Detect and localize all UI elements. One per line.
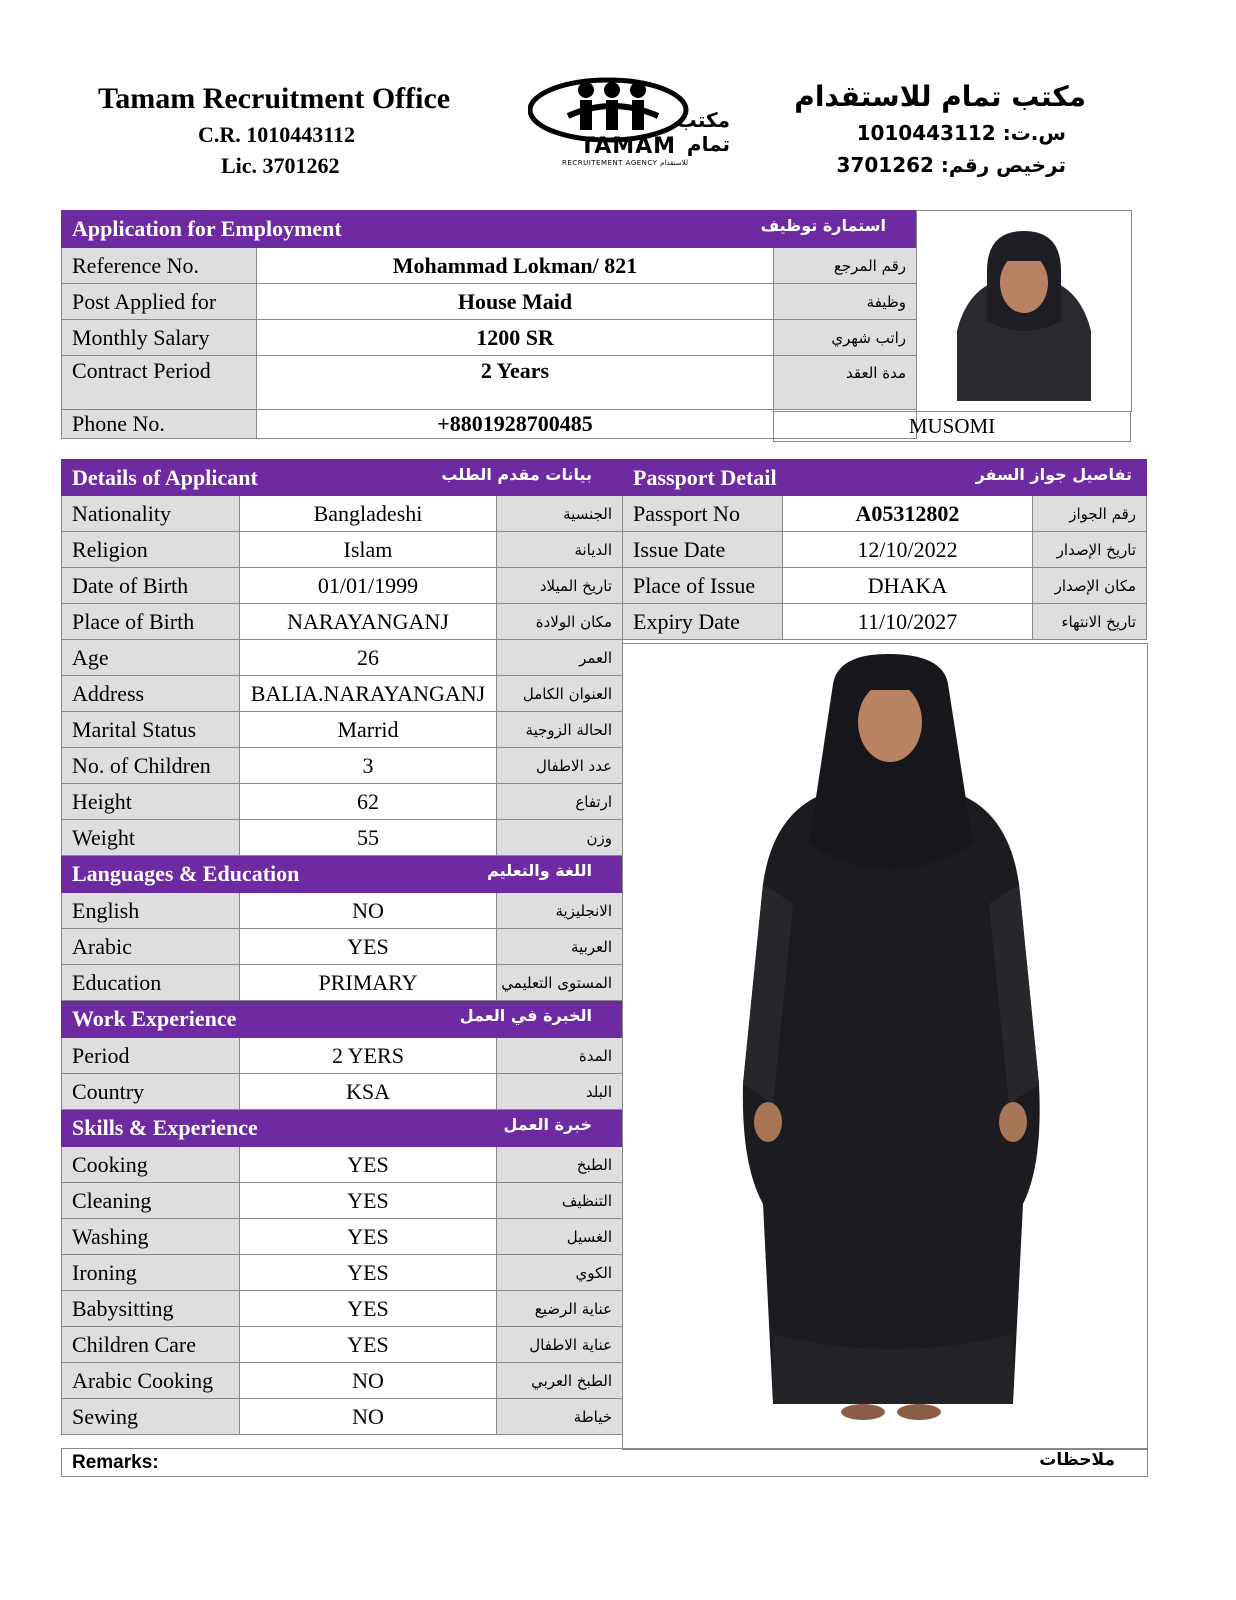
passport-row bbox=[623, 496, 1147, 532]
passport-field-label: Issue Date bbox=[623, 532, 783, 568]
applicant-field-label-arabic: ارتفاع bbox=[497, 784, 623, 820]
applicant-row bbox=[62, 532, 623, 568]
post-label-arabic: وظيفة bbox=[774, 284, 917, 320]
applicant-field-label-arabic: مكان الولادة bbox=[497, 604, 623, 640]
passport-field-value: 11/10/2027 bbox=[783, 604, 1033, 640]
work-row bbox=[62, 1074, 623, 1110]
skill-label: Cleaning bbox=[62, 1183, 240, 1219]
work-title: Work Experience bbox=[72, 1006, 237, 1031]
skill-row bbox=[62, 1363, 623, 1399]
skill-label-arabic: الطبخ bbox=[497, 1147, 623, 1183]
applicant-field-label: Nationality bbox=[62, 496, 240, 532]
passport-field-label: Passport No bbox=[623, 496, 783, 532]
skill-value: YES bbox=[240, 1327, 497, 1363]
applicant-field-label-arabic: الديانة bbox=[497, 532, 623, 568]
applicant-field-value: Islam bbox=[240, 532, 497, 568]
skill-label: Cooking bbox=[62, 1147, 240, 1183]
skills-title-arabic: خبرة العمل bbox=[503, 1115, 593, 1134]
language-label: English bbox=[62, 893, 240, 929]
passport-field-value: DHAKA bbox=[783, 568, 1033, 604]
work-label-arabic: البلد bbox=[497, 1074, 623, 1110]
applicant-field-value: Bangladeshi bbox=[240, 496, 497, 532]
passport-field-label: Expiry Date bbox=[623, 604, 783, 640]
applicant-field-label: Age bbox=[62, 640, 240, 676]
applicant-field-label-arabic: الجنسية bbox=[497, 496, 623, 532]
passport-field-label-arabic: رقم الجواز bbox=[1033, 496, 1147, 532]
office-name-arabic: مكتب تمام للاستقدام bbox=[794, 80, 1086, 113]
application-row bbox=[62, 320, 917, 356]
passport-photo bbox=[916, 210, 1132, 412]
cr-number-arabic: س.ت: 1010443112 bbox=[856, 121, 1066, 145]
skills-header bbox=[62, 1110, 623, 1147]
applicant-field-label: Weight bbox=[62, 820, 240, 856]
application-row bbox=[62, 248, 917, 284]
applicant-header bbox=[62, 460, 623, 496]
work-row bbox=[62, 1038, 623, 1074]
applicant-field-label: Address bbox=[62, 676, 240, 712]
full-length-photo bbox=[622, 643, 1148, 1450]
applicant-field-value: BALIA.NARAYANGANJ bbox=[240, 676, 497, 712]
skill-row bbox=[62, 1291, 623, 1327]
skill-label: Children Care bbox=[62, 1327, 240, 1363]
skill-label: Babysitting bbox=[62, 1291, 240, 1327]
passport-field-label-arabic: تاريخ الإصدار bbox=[1033, 532, 1147, 568]
skill-value: YES bbox=[240, 1255, 497, 1291]
passport-row bbox=[623, 604, 1147, 640]
skill-value: YES bbox=[240, 1183, 497, 1219]
language-label-arabic: المستوى التعليمي bbox=[497, 965, 623, 1001]
passport-field-value: 12/10/2022 bbox=[783, 532, 1033, 568]
work-value: KSA bbox=[240, 1074, 497, 1110]
language-label: Education bbox=[62, 965, 240, 1001]
work-title-arabic: الخبرة في العمل bbox=[459, 1006, 593, 1025]
skill-label: Arabic Cooking bbox=[62, 1363, 240, 1399]
skill-label: Ironing bbox=[62, 1255, 240, 1291]
language-value: PRIMARY bbox=[240, 965, 497, 1001]
applicant-title: Details of Applicant bbox=[72, 464, 258, 490]
skill-label-arabic: الطبخ العربي bbox=[497, 1363, 623, 1399]
work-value: 2 YERS bbox=[240, 1038, 497, 1074]
work-label-arabic: المدة bbox=[497, 1038, 623, 1074]
skill-label-arabic: التنظيف bbox=[497, 1183, 623, 1219]
skill-label-arabic: عناية الاطفال bbox=[497, 1327, 623, 1363]
contract-label: Contract Period bbox=[62, 356, 257, 410]
skill-value: YES bbox=[240, 1219, 497, 1255]
applicant-field-label: Place of Birth bbox=[62, 604, 240, 640]
skill-value: YES bbox=[240, 1291, 497, 1327]
passport-row bbox=[623, 568, 1147, 604]
skill-label-arabic: الكوي bbox=[497, 1255, 623, 1291]
remarks-label: Remarks: bbox=[72, 1452, 159, 1473]
logo-english-text: TAMAM bbox=[579, 134, 677, 159]
language-label-arabic: العربية bbox=[497, 929, 623, 965]
skill-row bbox=[62, 1255, 623, 1291]
applicant-row bbox=[62, 496, 623, 532]
remarks-box bbox=[61, 1448, 1148, 1477]
salary-label: Monthly Salary bbox=[62, 320, 257, 356]
work-label: Country bbox=[62, 1074, 240, 1110]
application-title: Application for Employment bbox=[72, 216, 342, 241]
applicant-field-value: 01/01/1999 bbox=[240, 568, 497, 604]
applicant-row bbox=[62, 640, 623, 676]
application-row bbox=[62, 356, 917, 410]
applicant-field-label: No. of Children bbox=[62, 748, 240, 784]
passport-title-arabic: تفاصيل جواز السفر bbox=[975, 464, 1133, 484]
reference-label-arabic: رقم المرجع bbox=[774, 248, 917, 284]
language-row bbox=[62, 929, 623, 965]
applicant-field-label-arabic: الحالة الزوجية bbox=[497, 712, 623, 748]
post-value: House Maid bbox=[257, 284, 774, 320]
skill-row bbox=[62, 1399, 623, 1435]
applicant-field-label: Marital Status bbox=[62, 712, 240, 748]
applicant-row bbox=[62, 568, 623, 604]
language-row bbox=[62, 893, 623, 929]
passport-number-value: A05312802 bbox=[783, 496, 1033, 532]
contract-value: 2 Years bbox=[257, 356, 774, 410]
skill-row bbox=[62, 1147, 623, 1183]
applicant-field-value: 26 bbox=[240, 640, 497, 676]
cr-number-english: C.R. 1010443112 bbox=[198, 122, 356, 147]
passport-row bbox=[623, 532, 1147, 568]
office-name-english: Tamam Recruitment Office bbox=[98, 82, 451, 115]
reference-value: Mohammad Lokman/ 821 bbox=[257, 248, 774, 284]
application-title-arabic: استمارة توظيف bbox=[760, 216, 886, 235]
skill-row bbox=[62, 1327, 623, 1363]
work-header bbox=[62, 1001, 623, 1038]
applicant-field-label-arabic: العنوان الكامل bbox=[497, 676, 623, 712]
skill-row bbox=[62, 1219, 623, 1255]
language-row bbox=[62, 965, 623, 1001]
skills-title: Skills & Experience bbox=[72, 1115, 258, 1140]
salary-label-arabic: راتب شهري bbox=[774, 320, 917, 356]
application-header bbox=[62, 211, 917, 248]
application-table bbox=[61, 210, 917, 439]
applicant-field-value: NARAYANGANJ bbox=[240, 604, 497, 640]
applicant-field-label-arabic: تاريخ الميلاد bbox=[497, 568, 623, 604]
skill-value: YES bbox=[240, 1147, 497, 1183]
full-body-image bbox=[623, 644, 1147, 1449]
applicant-field-value: 3 bbox=[240, 748, 497, 784]
passport-field-label-arabic: تاريخ الانتهاء bbox=[1033, 604, 1147, 640]
applicant-row bbox=[62, 748, 623, 784]
applicant-row bbox=[62, 820, 623, 856]
portrait-image bbox=[917, 211, 1131, 411]
passport-title: Passport Detail bbox=[633, 464, 777, 490]
phone-label: Phone No. bbox=[62, 410, 257, 439]
applicant-field-label: Height bbox=[62, 784, 240, 820]
logo-subtitle: RECRUITEMENT AGENCY للاستقدام bbox=[562, 159, 688, 167]
applicant-field-label: Date of Birth bbox=[62, 568, 240, 604]
applicant-field-label: Religion bbox=[62, 532, 240, 568]
skill-label-arabic: خياطة bbox=[497, 1399, 623, 1435]
languages-header bbox=[62, 856, 623, 893]
skill-label-arabic: الغسيل bbox=[497, 1219, 623, 1255]
work-label: Period bbox=[62, 1038, 240, 1074]
applicant-row bbox=[62, 676, 623, 712]
applicant-field-label-arabic: وزن bbox=[497, 820, 623, 856]
languages-title: Languages & Education bbox=[72, 861, 300, 886]
reference-label: Reference No. bbox=[62, 248, 257, 284]
application-row bbox=[62, 284, 917, 320]
applicant-table bbox=[61, 459, 623, 1435]
skill-label: Sewing bbox=[62, 1399, 240, 1435]
applicant-field-value: 55 bbox=[240, 820, 497, 856]
phone-value: +8801928700485 bbox=[257, 410, 774, 439]
salary-value: 1200 SR bbox=[257, 320, 774, 356]
license-number-arabic: ترخيص رقم: 3701262 bbox=[836, 153, 1066, 177]
applicant-field-label-arabic: عدد الاطفال bbox=[497, 748, 623, 784]
remarks-label-arabic: ملاحظات bbox=[1039, 1450, 1115, 1470]
passport-table bbox=[622, 459, 1147, 640]
language-label-arabic: الانجليزية bbox=[497, 893, 623, 929]
passport-header bbox=[623, 460, 1147, 496]
applicant-row bbox=[62, 604, 623, 640]
skill-label-arabic: عناية الرضيع bbox=[497, 1291, 623, 1327]
contract-label-arabic: مدة العقد bbox=[774, 356, 917, 410]
applicant-field-value: Marrid bbox=[240, 712, 497, 748]
license-number-english: Lic. 3701262 bbox=[221, 153, 340, 178]
skill-value: NO bbox=[240, 1399, 497, 1435]
applicant-name-caption: MUSOMI bbox=[773, 411, 1131, 442]
applicant-field-value: 62 bbox=[240, 784, 497, 820]
passport-field-label-arabic: مكان الإصدار bbox=[1033, 568, 1147, 604]
logo-arabic-text: مكتب تمام bbox=[676, 108, 730, 156]
language-value: NO bbox=[240, 893, 497, 929]
applicant-title-arabic: بيانات مقدم الطلب bbox=[441, 464, 593, 484]
skill-value: NO bbox=[240, 1363, 497, 1399]
applicant-row bbox=[62, 712, 623, 748]
post-label: Post Applied for bbox=[62, 284, 257, 320]
passport-field-label: Place of Issue bbox=[623, 568, 783, 604]
skill-label: Washing bbox=[62, 1219, 240, 1255]
applicant-row bbox=[62, 784, 623, 820]
applicant-field-label-arabic: العمر bbox=[497, 640, 623, 676]
language-label: Arabic bbox=[62, 929, 240, 965]
skill-row bbox=[62, 1183, 623, 1219]
languages-title-arabic: اللغة والتعليم bbox=[487, 861, 593, 880]
language-value: YES bbox=[240, 929, 497, 965]
